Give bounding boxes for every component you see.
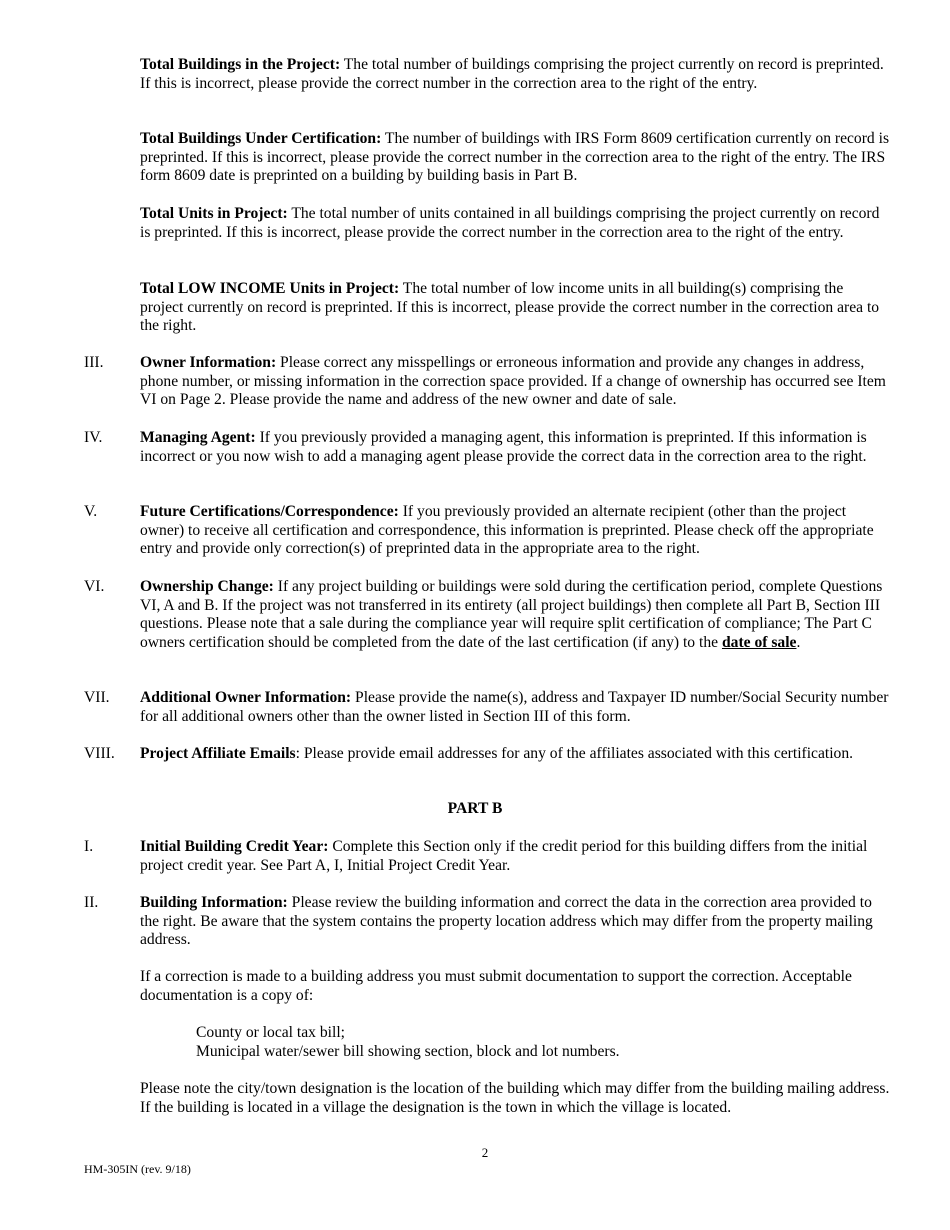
buildings-under-certification-title: Total Buildings Under Certification: (140, 130, 382, 147)
section-text-tail: . (796, 633, 801, 651)
section-additional-owner (84, 689, 894, 726)
section-text: If you previously provided an alternate recipient (other than the project owner) to receive all certification and correspondence, this information is preprinted. Please check off the appropriate entry and provide only correction(s) of preprinted data in the appropriate area to the right. (140, 503, 874, 558)
city-town-note: Please note the city/town designation is the location of the building which may differ from the building mailing address. If the building is located in a village the designation is the town in which the village is located. (140, 1080, 890, 1116)
section-title: Managing Agent: (140, 429, 256, 446)
acceptable-documents-list (196, 1024, 896, 1061)
section-initial-building-credit-year (84, 838, 894, 875)
section-future-certifications (84, 503, 894, 559)
section-text: Please provide the name(s), address and Taxpayer ID number/Social Security number for all additional owners other than the owner listed in Section III of this form. (140, 689, 889, 725)
low-income-units-title: Total LOW INCOME Units in Project: (140, 280, 400, 297)
section-ownership-change (84, 578, 894, 652)
buildings-under-certification-text: The number of buildings with IRS Form 8609 certification currently on record is preprinted. If this is incorrect, please provide the correct number in the correction area to the right of the entry. The IRS form 8609 date is preprinted on a building by building basis in Part B. (140, 130, 890, 185)
section-number: II. (84, 894, 99, 911)
section-number: I. (84, 838, 94, 855)
section-managing-agent (84, 429, 894, 466)
section-title: Owner Information: (140, 354, 277, 371)
section-number: VII. (84, 689, 110, 706)
total-buildings-title: Total Buildings in the Project: (140, 56, 341, 73)
buildings-under-certification-paragraph (140, 130, 890, 186)
section-text: If any project building or buildings were sold during the certification period, complete Questions VI, A and B. If the project was not transferred in its entirety (all project buildings) then complete all Part B, Section III questions. Please note that a sale during the compliance year will require split certification of compliance; The Part C owners certification should be completed from the date of the last certification (if any) to the (140, 578, 883, 651)
section-title: Initial Building Credit Year: (140, 838, 329, 855)
total-units-text: The total number of units contained in all buildings comprising the project currently on record is preprinted. If this is incorrect, please provide the correct number in the correction area to the right of the entry. (140, 205, 880, 241)
section-title: Building Information: (140, 894, 288, 911)
total-units-title: Total Units in Project: (140, 205, 288, 222)
date-of-sale-emphasis: date of sale (721, 633, 797, 651)
section-text: If you previously provided a managing agent, this information is preprinted. If this information is incorrect or you now wish to add a managing agent please provide the correct data in the correction area to the right. (140, 429, 867, 465)
section-number: III. (84, 354, 104, 371)
section-number: IV. (84, 429, 103, 446)
total-buildings-text: The total number of buildings comprising the project currently on record is preprinted. If this is incorrect, please provide the correct number in the correction area to the right of the entry. (140, 56, 884, 92)
section-title: Additional Owner Information: (140, 689, 352, 706)
low-income-units-paragraph (140, 280, 890, 336)
correction-note: If a correction is made to a building address you must submit documentation to support the correction. Acceptable documentation is a copy of: (140, 968, 852, 1004)
section-text: Please correct any misspellings or erroneous information and provide any changes in address, phone number, or missing information in the correction space provided. If a change of ownership has occurred see Item VI on Page 2. Please provide the name and address of the new owner and date of sale. (140, 354, 886, 409)
section-number: VI. (84, 578, 105, 595)
section-affiliate-emails (84, 745, 894, 764)
section-text: : Please provide email addresses for any of the affiliates associated with this certification. (295, 745, 854, 762)
section-building-information (84, 894, 894, 950)
total-units-paragraph (140, 205, 890, 242)
document-item: County or local tax bill; (196, 1024, 345, 1041)
section-title: Project Affiliate Emails (140, 745, 296, 762)
form-identifier: HM-305IN (rev. 9/18) (84, 1162, 191, 1176)
section-text: Complete this Section only if the credit period for this building differs from the initial project credit year. See Part A, I, Initial Project Credit Year. (140, 838, 868, 874)
page-number: 2 (481, 1145, 489, 1160)
section-owner-information (84, 354, 894, 410)
section-title: Future Certifications/Correspondence: (140, 503, 399, 520)
total-buildings-paragraph (140, 56, 890, 93)
document-item: Municipal water/sewer bill showing section, block and lot numbers. (196, 1042, 620, 1060)
section-text: Please review the building information and correct the data in the correction area provided to the right. Be aware that the system contains the property location address which may differ from the property mailing address. (140, 894, 873, 949)
section-number: VIII. (84, 745, 115, 762)
part-b-heading: PART B (447, 800, 503, 817)
low-income-units-text: The total number of low income units in all building(s) comprising the project currently on record is preprinted. If this is incorrect, please provide the correct number in the correction area to the right. (140, 280, 880, 335)
section-number: V. (84, 503, 98, 520)
section-title: Ownership Change: (140, 578, 274, 595)
